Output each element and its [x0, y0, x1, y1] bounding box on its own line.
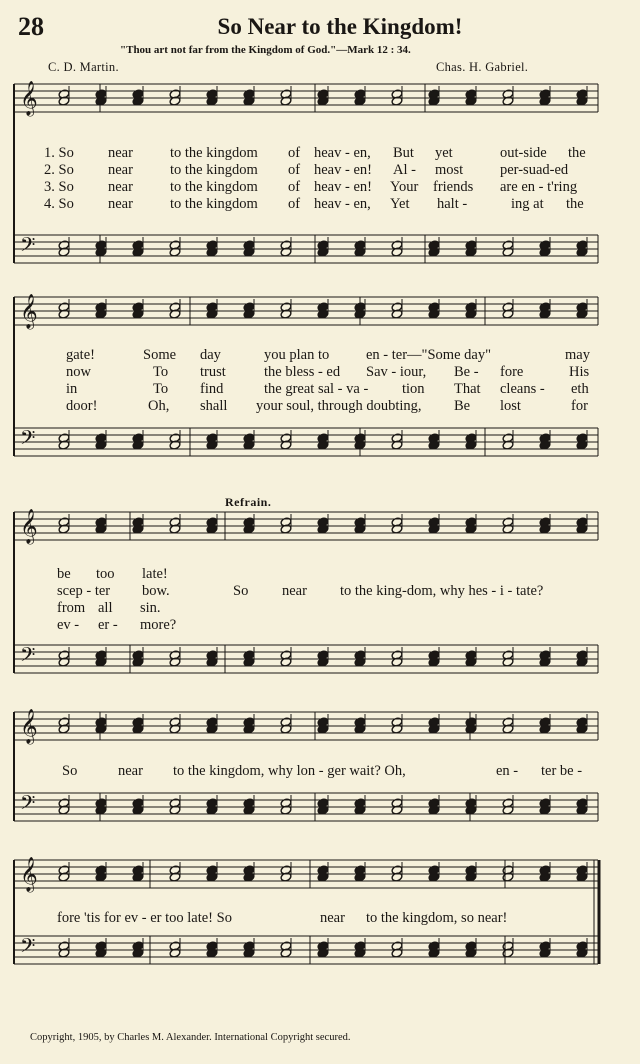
lyric: er -: [98, 617, 118, 633]
lyric: Yet: [390, 196, 410, 212]
treble-clef: 𝄞: [20, 81, 38, 116]
lyric: all: [98, 600, 113, 616]
lyric: Be -: [454, 364, 479, 380]
lyric: near: [320, 910, 345, 926]
lyric: to the kingdom: [170, 162, 258, 178]
lyric: So: [62, 763, 78, 779]
lyric: heav - en!: [314, 179, 372, 195]
bass-clef: 𝄢: [20, 426, 36, 454]
bass-clef: 𝄢: [20, 233, 36, 261]
lyric: to the kingdom: [170, 179, 258, 195]
lyricist: C. D. Martin.: [48, 60, 119, 74]
bass-clef: 𝄢: [20, 791, 36, 819]
lyric: ev -: [57, 617, 80, 633]
lyric: Be: [454, 398, 471, 414]
lyric: heav - en!: [314, 162, 372, 178]
lyric: fore 'tis for ev - er too late! So: [57, 910, 232, 926]
treble-clef: 𝄞: [20, 857, 38, 892]
lyric: to the kingdom, so near!: [366, 910, 508, 926]
lyric: To: [153, 381, 169, 397]
lyric: near: [118, 763, 143, 779]
lyric: His: [569, 364, 590, 380]
lyric: near: [108, 179, 133, 195]
lyric: So: [233, 583, 249, 599]
lyric: near: [108, 196, 133, 212]
lyric: Sav - iour,: [366, 364, 427, 380]
lyric: near: [108, 145, 133, 161]
lyric: Your: [390, 179, 419, 195]
lyric: cleans -: [500, 381, 545, 397]
lyric: to the kingdom, why lon - ger wait? Oh,: [173, 763, 406, 779]
lyric: halt -: [437, 196, 468, 212]
lyric: your soul, through doubting,: [256, 398, 422, 414]
lyric: yet: [435, 145, 453, 161]
scripture-reference: "Thou art not far from the Kingdom of God."—Mark 12 : 34.: [120, 44, 411, 56]
lyric: in: [66, 381, 78, 397]
lyric: But: [393, 145, 414, 161]
lyric: eth: [571, 381, 589, 397]
lyric: near: [108, 162, 133, 178]
hymn-title: So Near to the Kingdom!: [217, 14, 463, 39]
lyric: of: [288, 145, 301, 161]
treble-clef: 𝄞: [20, 509, 38, 544]
lyric: are en - t'ring: [500, 179, 578, 195]
lyric: find: [200, 381, 224, 397]
lyric: near: [282, 583, 307, 599]
treble-clef: 𝄞: [20, 709, 38, 744]
lyric: That: [454, 381, 481, 397]
lyric: sin.: [140, 600, 161, 616]
lyric: be: [57, 566, 71, 582]
bass-clef: 𝄢: [20, 934, 36, 962]
bass-clef: 𝄢: [20, 643, 36, 671]
lyric: to the kingdom: [170, 196, 258, 212]
lyric: ter be -: [541, 763, 583, 779]
lyric: 2. So: [44, 162, 74, 178]
lyric: shall: [200, 398, 228, 414]
lyric: 1. So: [44, 145, 74, 161]
lyric: the bless - ed: [264, 364, 341, 380]
lyric: the: [568, 145, 586, 161]
treble-clef: 𝄞: [20, 294, 38, 329]
lyric: fore: [500, 364, 524, 380]
lyric: Some: [143, 347, 177, 363]
lyric: per-suad-ed: [500, 162, 569, 178]
lyric: scep - ter: [57, 583, 111, 599]
lyric: out-side: [500, 145, 547, 161]
lyric: of: [288, 162, 301, 178]
lyric: Oh,: [148, 398, 170, 414]
lyric: heav - en,: [314, 196, 371, 212]
lyric: door!: [66, 398, 98, 414]
lyric: from: [57, 600, 86, 616]
lyric: Al -: [393, 162, 416, 178]
composer: Chas. H. Gabriel.: [436, 60, 529, 74]
lyric: of: [288, 179, 301, 195]
lyric: day: [200, 347, 221, 363]
lyric: you plan to: [264, 347, 330, 363]
lyric: en - ter—"Some day": [366, 347, 491, 363]
lyric: friends: [433, 179, 474, 195]
lyric: tion: [402, 381, 425, 397]
lyric: 3. So: [44, 179, 74, 195]
lyric: bow.: [142, 583, 170, 599]
lyric: of: [288, 196, 301, 212]
lyric: late!: [142, 566, 168, 582]
lyric: heav - en,: [314, 145, 371, 161]
lyric: for: [571, 398, 588, 414]
lyric: to the king-dom, why hes - i - tate?: [340, 583, 544, 599]
lyric: ing at: [511, 196, 544, 212]
lyric: may: [565, 347, 590, 363]
lyric: to the kingdom: [170, 145, 258, 161]
lyric: trust: [200, 364, 226, 380]
lyric: most: [435, 162, 464, 178]
lyric: en -: [496, 763, 519, 779]
lyric: gate!: [66, 347, 95, 363]
lyric: the great sal - va -: [264, 381, 369, 397]
lyric: lost: [500, 398, 521, 414]
lyric: To: [153, 364, 169, 380]
lyric: the: [566, 196, 584, 212]
hymn-number: 28: [18, 12, 44, 41]
lyric: 4. So: [44, 196, 74, 212]
refrain-label: Refrain.: [225, 495, 272, 509]
copyright-notice: Copyright, 1905, by Charles M. Alexander. International Copyright secured.: [30, 1032, 351, 1043]
lyric: more?: [140, 617, 177, 633]
lyric: now: [66, 364, 91, 380]
lyric: too: [96, 566, 115, 582]
